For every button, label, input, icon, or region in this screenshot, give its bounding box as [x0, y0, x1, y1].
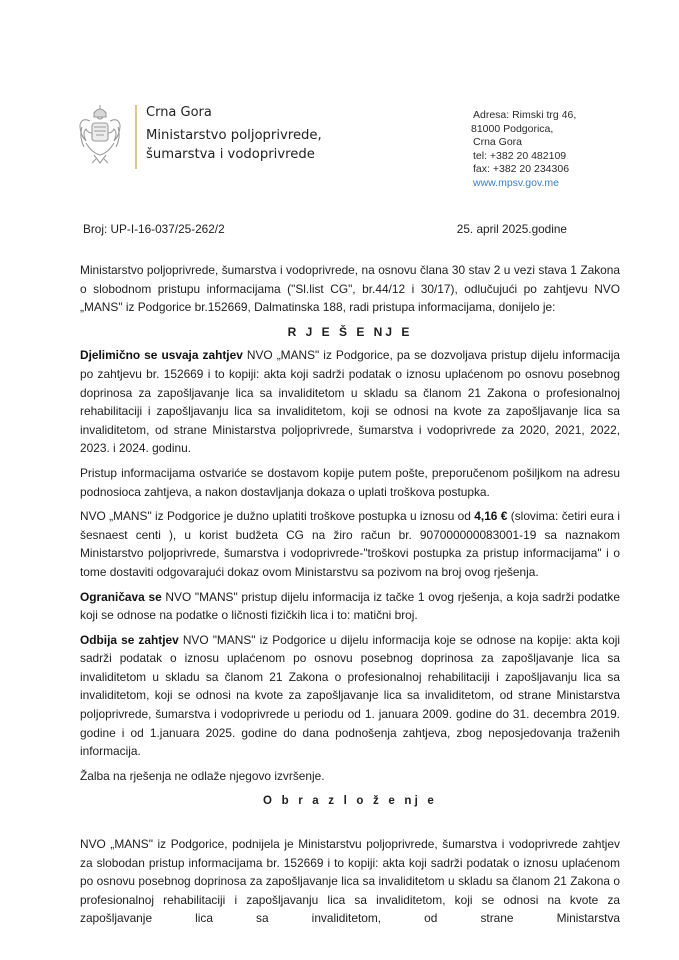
- p4-text: NVO "MANS" pristup dijelu informacija iz tačke 1 ovog rješenja, a koja sadrži podatke koji se odnose na podatke o ličnosti fizičkih lica i to: matični broj.: [80, 589, 620, 623]
- fax: fax: +382 20 234306: [473, 163, 570, 175]
- country-name: Crna Gora: [146, 105, 212, 120]
- ministry-brand: [146, 103, 322, 164]
- document-body: [80, 261, 620, 934]
- p1-bold-lead: Djelimično se usvaja zahtjev: [80, 348, 243, 363]
- p5-text: NVO "MANS" iz Podgorice u dijelu informacija koje se odnose na kopije: akta koji sadrži podatak o iznosu uplaćenom po osnovu posebnog doprinosa za zapošljavanje lica sa invaliditetom u skladu sa članom 21 Zakona o profesionalnoj rehabilitaciji i zapošljavanju lica sa invaliditetom, koji se odnosi na kvote za zapošljavanje lica sa invaliditetom, od strane Ministarstva poljoprivrede, šumarstva i vodoprivrede u periodu od 1. januara 2009. godine do 31. decembra 2019. godine i od 1.januara 2025. godine do dana podnošenja zahtjeva, zbog neposjedovanja traženih informacija.: [80, 632, 620, 759]
- ministry-name: [146, 126, 322, 164]
- reference-number: Broj: UP-I-16-037/25-262/2: [83, 222, 225, 236]
- address-line1: Adresa: Rimski trg 46,: [473, 109, 577, 121]
- reference-line: [83, 222, 567, 236]
- document-date: 25. april 2025.godine: [456, 222, 567, 236]
- telephone: tel: +382 20 482109: [473, 149, 567, 162]
- ministry-name-line1: Ministarstvo poljoprivrede,: [146, 128, 322, 143]
- reasoning-title: O b r a z l o ž e nj e: [263, 795, 437, 808]
- decision-title: R J E Š E NJ E: [287, 324, 413, 339]
- decision-paragraph-3: [80, 507, 620, 581]
- website-link[interactable]: www.mpsv.gov.me: [473, 176, 559, 189]
- ministry-name-line2: šumarstva i vodoprivrede: [146, 147, 315, 162]
- p1-text: NVO „MANS" iz Podgorice, pa se dozvoljava pristup dijelu informacija po zahtjevu br. 152669 i to kopiji: akta koji sadrži podatak o iznosu uplaćenom po osnovu posebnog doprinosa za zapošljavanje lica sa invaliditetom u skladu sa članom 21 Zakona o profesionalnoj rehabilitaciji i zapošljavanju lica sa invaliditetom, koji se odnosi na kvote za zapošljavanje lica sa invaliditetom, od strane Ministarstva poljoprivrede, šumarstva i vodoprivrede za 2020, 2021, 2022, 2023. i 2024. godinu.: [80, 348, 621, 456]
- p5-bold-lead: Odbija se zahtjev: [80, 632, 179, 647]
- p3-text-a: NVO „MANS" iz Podgorice je dužno uplatiti troškove postupka u iznosu od: [80, 509, 475, 524]
- header-divider: [135, 105, 137, 169]
- decision-paragraph-6: Žalba na rješenja ne odlaže njegovo izvršenje.: [80, 768, 325, 783]
- p3-text-b: (slovima: četiri eura i šesnaest centi ), u korist budžeta CG na žiro račun br. 907000000083001-19 sa naznakom Ministarstvo poljoprivrede, šumarstva i vodoprivrede-"troškovi postupka za pristup informacijama" i o tome dostaviti odgovarajući dokaz ovom Ministarstvu sa pozivom na broj ovog rješenja.: [80, 509, 620, 579]
- decision-paragraph-2: Pristup informacijama ostvariće se dostavom kopije putem pošte, preporučenom pošiljkom na adresu podnosioca zahtjeva, a nakon dostavljanja dokaza o uplati troškova postupka.: [80, 465, 620, 499]
- decision-paragraph-4: [80, 588, 620, 625]
- reasoning-paragraph: NVO „MANS" iz Podgorice, podnijela je Ministarstvu poljoprivrede, šumarstva i vodoprivrede zahtjev za slobodan pristup informacijama br. 152669 i to kopiji: akta koji sadrži podatak o iznosu uplaćenom po osnovu posebnog doprinosa za zapošljavanje lica sa invaliditetom u skladu sa članom 21 Zakona o profesionalnoj rehabilitaciji i zapošljavanju lica sa invaliditetom, koji se odnosi na kvote za zapošljavanje lica sa invaliditetom, od strane Ministarstva: [80, 837, 620, 926]
- coat-of-arms-icon: [78, 103, 122, 167]
- address-line3: Crna Gora: [473, 136, 523, 148]
- fee-amount: 4,16 €: [474, 509, 508, 524]
- address-line2: 81000 Podgorica,: [471, 122, 554, 135]
- intro-paragraph: Ministarstvo poljoprivrede, šumarstva i vodoprivrede, na osnovu člana 30 stav 2 u vezi stava 1 Zakona o slobodnom pristupu informacijama ("Sl.list CG", br.44/12 i 30/17), odlučujući po zahtjevu NVO „MANS" iz Podgorice br.152669, Dalmatinska 188, radi pristupa informacijama, donijelo je:: [80, 263, 620, 315]
- p4-bold-lead: Ograničava se: [80, 589, 162, 604]
- decision-paragraph-5: [80, 631, 620, 761]
- decision-paragraph-1: [80, 346, 620, 458]
- contact-block: [473, 109, 576, 190]
